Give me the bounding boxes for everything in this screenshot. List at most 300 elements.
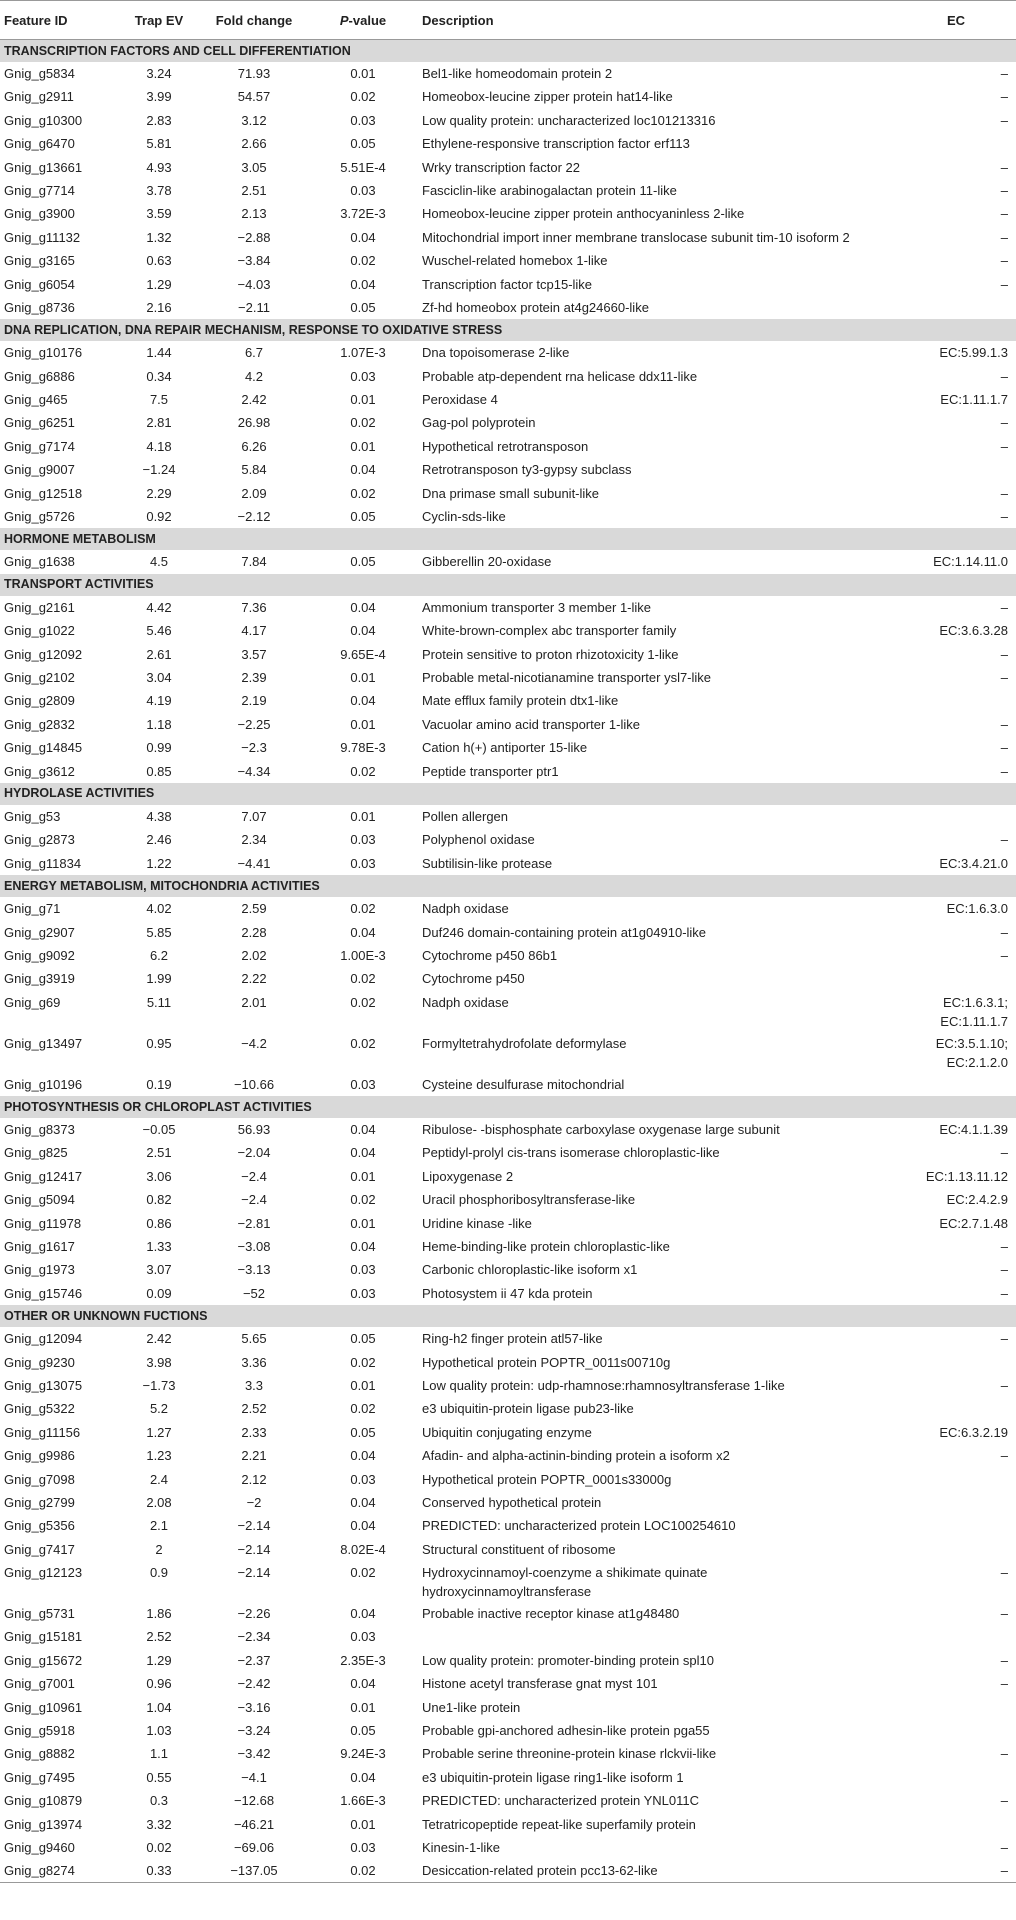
cell-trap-ev: 0.82 <box>146 1192 172 1208</box>
cell-description: Nadph oxidase <box>422 994 509 1010</box>
cell-fold-change: −2.42 <box>237 1676 271 1692</box>
cell-feature-id: Gnig_g2907 <box>4 924 75 940</box>
cell-description: Mate efflux family protein dtx1-like <box>422 693 619 709</box>
cell-p-value: 3.72E-3 <box>340 206 386 222</box>
cell-trap-ev: 6.2 <box>149 947 169 963</box>
cell-ec: EC:3.4.21.0 <box>939 855 1008 871</box>
cell-trap-ev: 2.4 <box>149 1471 169 1487</box>
cell-p-value: 0.04 <box>350 1145 376 1161</box>
cell-p-value: 0.03 <box>350 1285 376 1301</box>
cell-description: Cation h(+) antiporter 15-like <box>422 740 588 756</box>
cell-fold-change: −3.42 <box>237 1746 271 1762</box>
cell-description: Vacuolar amino acid transporter 1-like <box>422 716 640 732</box>
cell-trap-ev: 4.18 <box>146 438 172 454</box>
cell-feature-id: Gnig_g10300 <box>4 112 83 128</box>
cell-fold-change: −2.11 <box>238 299 270 315</box>
cell-fold-change: 2.13 <box>241 206 267 222</box>
cell-trap-ev: 1.23 <box>146 1448 172 1464</box>
cell-feature-id: Gnig_g10961 <box>4 1699 83 1715</box>
cell-p-value: 0.04 <box>350 924 376 940</box>
cell-description: Carbonic chloroplastic-like isoform x1 <box>422 1262 638 1278</box>
cell-description: Bel1-like homeodomain protein 2 <box>422 66 613 81</box>
table-row <box>0 179 1016 202</box>
cell-p-value: 0.04 <box>350 229 376 245</box>
table-row <box>0 1073 1016 1096</box>
cell-p-value: 0.04 <box>350 599 376 615</box>
cell-feature-id: Gnig_g15181 <box>4 1629 83 1645</box>
cell-p-value: 0.04 <box>350 1518 376 1534</box>
cell-description: Probable atp-dependent rna helicase ddx11-like <box>422 368 698 384</box>
cell-fold-change: 4.2 <box>244 368 264 384</box>
table-row <box>0 1421 1016 1444</box>
cell-trap-ev: 1.29 <box>146 276 172 292</box>
cell-trap-ev: 1.44 <box>146 345 172 361</box>
cell-ec: – <box>1000 1145 1008 1161</box>
cell-description: Polyphenol oxidase <box>422 832 535 848</box>
table-row <box>0 1696 1016 1719</box>
table-row <box>0 596 1016 619</box>
cell-ec: – <box>1000 1262 1008 1278</box>
cell-p-value: 0.01 <box>350 669 376 685</box>
table-row <box>0 1235 1016 1258</box>
cell-fold-change: 2.59 <box>241 901 267 917</box>
cell-trap-ev: 4.19 <box>146 693 172 709</box>
cell-ec: EC:1.13.11.12 <box>925 1168 1008 1184</box>
cell-fold-change: 2.01 <box>241 994 267 1010</box>
cell-fold-change: 5.65 <box>241 1331 267 1347</box>
cell-trap-ev: 2.1 <box>149 1518 169 1534</box>
cell-description: Probable metal-nicotianamine transporter ysl7-like <box>422 669 712 685</box>
cell-fold-change: 54.57 <box>237 89 271 105</box>
cell-feature-id: Gnig_g9986 <box>4 1448 75 1464</box>
table-row <box>0 341 1016 364</box>
cell-trap-ev: 0.63 <box>146 253 172 269</box>
section-header <box>0 875 1016 897</box>
cell-feature-id: Gnig_g1617 <box>4 1239 75 1255</box>
cell-description <box>418 1625 896 1648</box>
cell-ec: EC:1.11.1.7 <box>940 392 1008 408</box>
cell-fold-change: −2.04 <box>237 1145 271 1161</box>
cell-trap-ev: 1.22 <box>146 855 172 871</box>
cell-fold-change: −2.3 <box>241 740 267 756</box>
cell-description: Mitochondrial import inner membrane translocase subunit tim-10 isoform 2 <box>422 229 850 245</box>
header-description: Description <box>418 1 896 40</box>
section-header <box>0 1305 1016 1327</box>
cell-trap-ev: 0.34 <box>146 368 172 384</box>
table-row <box>0 805 1016 828</box>
cell-feature-id: Gnig_g15746 <box>4 1285 83 1301</box>
cell-fold-change: −137.05 <box>200 1859 308 1882</box>
cell-description: Peptidyl-prolyl cis-trans isomerase chloroplastic-like <box>422 1145 720 1161</box>
cell-ec: – <box>1000 832 1008 848</box>
cell-fold-change: −46.21 <box>233 1816 275 1832</box>
cell-ec: – <box>1000 509 1008 525</box>
cell-feature-id: Gnig_g5356 <box>4 1518 75 1534</box>
cell-description: Protein sensitive to proton rhizotoxicity 1-like <box>422 646 679 662</box>
cell-feature-id: Gnig_g15672 <box>4 1652 83 1668</box>
cell-feature-id: Gnig_g71 <box>4 901 61 917</box>
cell-p-value: 0.02 <box>350 1401 376 1417</box>
cell-fold-change: −3.16 <box>237 1699 271 1715</box>
cell-feature-id: Gnig_g5731 <box>4 1606 75 1622</box>
cell-ec <box>896 296 1016 319</box>
table-row <box>0 1212 1016 1235</box>
header-p-value: P-value <box>308 1 418 40</box>
cell-trap-ev: 0.9 <box>149 1565 169 1581</box>
cell-fold-change: 7.36 <box>241 599 267 615</box>
cell-fold-change: 2.42 <box>241 392 267 408</box>
cell-description: Cytochrome p450 <box>422 971 525 987</box>
cell-feature-id: Gnig_g10879 <box>4 1793 83 1809</box>
section-header <box>0 1096 1016 1118</box>
cell-description: Wuschel-related homebox 1-like <box>422 253 608 269</box>
cell-p-value: 1.07E-3 <box>340 345 386 361</box>
cell-description: Hydroxycinnamoyl-coenzyme a shikimate quinate hydroxycinnamoyltransferase <box>422 1565 708 1600</box>
cell-description: Structural constituent of ribosome <box>422 1541 616 1557</box>
table-row <box>0 1374 1016 1397</box>
cell-trap-ev: 4.02 <box>146 901 172 917</box>
cell-fold-change: −69.06 <box>233 1840 275 1855</box>
header-trap-ev: Trap EV <box>118 1 200 40</box>
cell-p-value: 0.01 <box>350 438 376 454</box>
cell-description: e3 ubiquitin-protein ligase pub23-like <box>422 1401 634 1417</box>
table-row <box>0 1561 1016 1602</box>
table-row <box>0 1141 1016 1164</box>
cell-fold-change: −2.14 <box>237 1518 271 1534</box>
table-row <box>0 1813 1016 1836</box>
cell-ec: – <box>1000 89 1008 105</box>
cell-fold-change: 2.02 <box>241 947 267 963</box>
cell-feature-id: Gnig_g7417 <box>4 1541 75 1557</box>
cell-feature-id: Gnig_g7174 <box>4 438 75 454</box>
cell-ec: EC:6.3.2.19 <box>939 1424 1008 1440</box>
cell-p-value: 0.01 <box>350 1699 376 1715</box>
cell-p-value: 0.04 <box>350 462 376 478</box>
section-title: ENERGY METABOLISM, MITOCHONDRIA ACTIVITIES <box>0 875 1016 897</box>
cell-fold-change: −12.68 <box>233 1793 275 1809</box>
cell-trap-ev: 1.27 <box>146 1424 172 1440</box>
cell-p-value: 0.01 <box>350 1816 376 1832</box>
cell-description: PREDICTED: uncharacterized protein YNL011C <box>422 1793 699 1809</box>
table-header <box>0 1 1016 40</box>
cell-trap-ev: 4.93 <box>146 159 172 175</box>
cell-trap-ev: 3.04 <box>146 669 172 685</box>
cell-ec: – <box>1000 1285 1008 1301</box>
table-row <box>0 1491 1016 1514</box>
cell-p-value: 0.04 <box>350 1606 376 1622</box>
cell-description: Homeobox-leucine zipper protein hat14-like <box>422 89 673 105</box>
cell-ec <box>896 1351 1016 1374</box>
cell-feature-id: Gnig_g2799 <box>4 1494 75 1510</box>
table-row <box>0 273 1016 296</box>
cell-fold-change: 2.22 <box>241 971 267 987</box>
section-title: TRANSPORT ACTIVITIES <box>0 574 1016 596</box>
cell-fold-change: 2.39 <box>241 669 267 685</box>
table-row <box>0 828 1016 851</box>
table-row <box>0 619 1016 642</box>
table-row <box>0 1165 1016 1188</box>
cell-fold-change: 56.93 <box>237 1122 271 1138</box>
cell-trap-ev: 1.29 <box>146 1652 172 1668</box>
cell-description: Pollen allergen <box>422 808 509 824</box>
cell-feature-id: Gnig_g11978 <box>4 1215 82 1231</box>
cell-ec: – <box>1000 646 1008 662</box>
cell-p-value: 0.03 <box>350 1471 376 1487</box>
cell-trap-ev: 4.42 <box>146 599 172 615</box>
cell-ec: EC:5.99.1.3 <box>939 345 1008 361</box>
section-title: TRANSCRIPTION FACTORS AND CELL DIFFERENTIATION <box>0 40 1016 63</box>
cell-fold-change: −2.26 <box>237 1606 271 1622</box>
cell-fold-change: 26.98 <box>237 415 271 431</box>
cell-description: Nadph oxidase <box>422 901 509 917</box>
cell-description: Peroxidase 4 <box>422 392 498 408</box>
table-row <box>0 550 1016 573</box>
cell-trap-ev: 4.38 <box>146 808 172 824</box>
cell-feature-id: Gnig_g12123 <box>4 1565 83 1581</box>
cell-description: Ubiquitin conjugating enzyme <box>422 1424 592 1440</box>
cell-ec: EC:4.1.1.39 <box>939 1122 1008 1138</box>
cell-description: Ammonium transporter 3 member 1-like <box>422 599 652 615</box>
cell-p-value: 0.04 <box>350 693 376 709</box>
table-row <box>0 1397 1016 1420</box>
cell-fold-change: −2.4 <box>241 1192 267 1208</box>
cell-feature-id: Gnig_g5918 <box>4 1723 75 1739</box>
cell-feature-id: Gnig_g9007 <box>4 462 75 478</box>
cell-ec <box>896 132 1016 155</box>
cell-p-value: 0.01 <box>350 808 376 824</box>
cell-p-value: 0.03 <box>350 1076 376 1092</box>
cell-feature-id: Gnig_g14845 <box>4 740 83 756</box>
cell-trap-ev: 0.92 <box>146 509 172 525</box>
table-row <box>0 1859 1016 1882</box>
section-header <box>0 319 1016 341</box>
cell-ec <box>896 1766 1016 1789</box>
cell-fold-change: −2.14 <box>237 1565 271 1581</box>
cell-feature-id: Gnig_g2161 <box>4 599 75 615</box>
cell-fold-change: 7.84 <box>241 554 267 570</box>
cell-fold-change: −4.34 <box>237 763 271 779</box>
cell-p-value: 0.02 <box>350 1354 376 1370</box>
cell-fold-change: 2.21 <box>241 1448 267 1464</box>
cell-description: Low quality protein: udp-rhamnose:rhamnosyltransferase 1-like <box>422 1377 785 1393</box>
section-title: HYDROLASE ACTIVITIES <box>0 783 1016 805</box>
cell-fold-change: −2 <box>246 1494 262 1510</box>
table-row <box>0 1444 1016 1467</box>
table-row <box>0 85 1016 108</box>
header-ec: EC <box>896 1 1016 40</box>
cell-fold-change: 5.84 <box>241 462 267 478</box>
cell-feature-id: Gnig_g11132 <box>4 229 81 245</box>
cell-description: Probable serine threonine-protein kinase rlckvii-like <box>422 1746 717 1762</box>
cell-feature-id: Gnig_g2832 <box>4 716 75 732</box>
cell-description: Hypothetical protein POPTR_0011s00710g <box>422 1354 671 1370</box>
cell-trap-ev: 5.81 <box>146 136 172 152</box>
cell-fold-change: 71.93 <box>237 66 271 81</box>
table-row <box>0 1282 1016 1305</box>
cell-feature-id: Gnig_g1973 <box>4 1262 75 1278</box>
cell-feature-id: Gnig_g3165 <box>4 253 75 269</box>
cell-feature-id: Gnig_g5726 <box>4 509 75 525</box>
cell-feature-id: Gnig_g12092 <box>4 646 83 662</box>
cell-feature-id: Gnig_g2102 <box>4 669 75 685</box>
cell-ec: – <box>1000 253 1008 269</box>
cell-ec: – <box>1000 206 1008 222</box>
cell-description: Hypothetical protein POPTR_0001s33000g <box>422 1471 672 1487</box>
cell-fold-change: 3.3 <box>244 1377 264 1393</box>
cell-fold-change: −2.14 <box>237 1541 271 1557</box>
cell-p-value: 2.35E-3 <box>340 1652 386 1668</box>
cell-trap-ev: 0.02 <box>146 1840 172 1855</box>
cell-feature-id: Gnig_g11834 <box>4 855 82 871</box>
cell-fold-change: −3.24 <box>237 1723 271 1739</box>
cell-description: Probable inactive receptor kinase at1g48480 <box>422 1606 680 1622</box>
cell-description: Cysteine desulfurase mitochondrial <box>422 1076 625 1092</box>
cell-p-value: 0.04 <box>350 1494 376 1510</box>
cell-p-value: 0.03 <box>350 182 376 198</box>
cell-feature-id: Gnig_g8274 <box>0 1859 118 1882</box>
cell-description: Dna primase small subunit-like <box>422 485 600 501</box>
table-row <box>0 1514 1016 1537</box>
cell-feature-id: Gnig_g53 <box>4 808 61 824</box>
cell-description: Heme-binding-like protein chloroplastic-like <box>422 1239 670 1255</box>
cell-description: Retrotransposon ty3-gypsy subclass <box>422 462 632 478</box>
cell-trap-ev: 2.52 <box>146 1629 172 1645</box>
table-row <box>0 944 1016 967</box>
cell-feature-id: Gnig_g1638 <box>4 554 75 570</box>
cell-trap-ev: 2.83 <box>146 112 172 128</box>
cell-trap-ev: 5.46 <box>146 623 172 639</box>
cell-description: Ethylene-responsive transcription factor erf113 <box>422 136 690 152</box>
cell-p-value: 0.01 <box>350 1168 376 1184</box>
header-feature-id: Feature ID <box>0 1 118 40</box>
cell-trap-ev: 2.29 <box>146 485 172 501</box>
cell-description: Hypothetical retrotransposon <box>422 438 589 454</box>
table-row <box>0 482 1016 505</box>
cell-trap-ev: 0.85 <box>146 763 172 779</box>
cell-description: Ring-h2 finger protein atl57-like <box>422 1331 603 1347</box>
cell-feature-id: Gnig_g9460 <box>4 1840 75 1855</box>
cell-description: Formyltetrahydrofolate deformylase <box>422 1035 627 1051</box>
cell-description: Wrky transcription factor 22 <box>422 159 580 175</box>
cell-trap-ev: 5.11 <box>146 994 172 1010</box>
cell-ec: – <box>1000 182 1008 198</box>
cell-description: Kinesin-1-like <box>422 1840 501 1855</box>
table-row <box>0 689 1016 712</box>
cell-p-value: 0.05 <box>350 554 376 570</box>
section-title: OTHER OR UNKNOWN FUCTIONS <box>0 1305 1016 1327</box>
cell-trap-ev: 1.04 <box>146 1699 172 1715</box>
cell-p-value: 0.05 <box>350 299 376 315</box>
table-row <box>0 62 1016 85</box>
cell-fold-change: 2.33 <box>241 1424 267 1440</box>
cell-fold-change: −2.12 <box>237 509 271 525</box>
cell-ec: EC:3.6.3.28 <box>939 623 1008 639</box>
cell-description: Gag-pol polyprotein <box>422 415 536 431</box>
section-title: DNA REPLICATION, DNA REPAIR MECHANISM, RESPONSE TO OXIDATIVE STRESS <box>0 319 1016 341</box>
table-row <box>0 1649 1016 1672</box>
cell-trap-ev: 2.46 <box>146 832 172 848</box>
table-row <box>0 411 1016 434</box>
cell-trap-ev: 0.86 <box>146 1215 172 1231</box>
cell-ec <box>896 1073 1016 1096</box>
cell-trap-ev: 3.98 <box>146 1354 172 1370</box>
cell-trap-ev: 3.59 <box>146 206 172 222</box>
cell-feature-id: Gnig_g13497 <box>4 1035 83 1051</box>
cell-ec: – <box>1000 669 1008 685</box>
cell-trap-ev: 0.09 <box>146 1285 172 1301</box>
cell-ec: – <box>1000 112 1008 128</box>
cell-trap-ev: 0.3 <box>149 1793 169 1809</box>
cell-p-value: 0.01 <box>350 716 376 732</box>
table-row <box>0 1625 1016 1648</box>
cell-trap-ev: 2.51 <box>146 1145 172 1161</box>
cell-ec: – <box>1000 438 1008 454</box>
table-row <box>0 921 1016 944</box>
cell-ec: – <box>1000 485 1008 501</box>
cell-feature-id: Gnig_g6470 <box>4 136 75 152</box>
cell-feature-id: Gnig_g6251 <box>4 415 75 431</box>
cell-p-value: 0.04 <box>350 623 376 639</box>
cell-trap-ev: −0.05 <box>142 1122 176 1138</box>
cell-trap-ev: 0.19 <box>146 1076 172 1092</box>
cell-feature-id: Gnig_g8373 <box>4 1122 75 1138</box>
cell-ec: – <box>1000 66 1008 81</box>
cell-ec <box>896 1696 1016 1719</box>
cell-feature-id: Gnig_g7098 <box>4 1471 75 1487</box>
cell-p-value: 1.66E-3 <box>340 1793 386 1809</box>
cell-description: Uridine kinase -like <box>422 1215 532 1231</box>
cell-trap-ev: −1.73 <box>142 1377 176 1393</box>
cell-p-value: 0.03 <box>350 368 376 384</box>
cell-description: Une1-like protein <box>422 1699 521 1715</box>
cell-trap-ev: 3.06 <box>146 1168 172 1184</box>
cell-fold-change: 4.17 <box>241 623 267 639</box>
cell-feature-id: Gnig_g12094 <box>4 1331 83 1347</box>
cell-fold-change: −3.13 <box>237 1262 271 1278</box>
cell-trap-ev: 2.61 <box>146 646 172 662</box>
table-row <box>0 1468 1016 1491</box>
section-title: PHOTOSYNTHESIS OR CHLOROPLAST ACTIVITIES <box>0 1096 1016 1118</box>
cell-description: Ribulose- -bisphosphate carboxylase oxygenase large subunit <box>422 1122 780 1138</box>
cell-ec: – <box>1000 1840 1008 1855</box>
table-row <box>0 852 1016 875</box>
cell-fold-change: 2.51 <box>241 182 267 198</box>
table-row <box>0 388 1016 411</box>
cell-fold-change: −3.84 <box>237 253 271 269</box>
cell-trap-ev: 1.32 <box>146 229 172 245</box>
cell-p-value: 0.04 <box>350 1448 376 1464</box>
cell-ec: – <box>1000 924 1008 940</box>
cell-description: Transcription factor tcp15-like <box>422 276 593 292</box>
cell-fold-change: 3.12 <box>241 112 267 128</box>
cell-p-value: 0.02 <box>350 1565 376 1581</box>
cell-ec: – <box>1000 599 1008 615</box>
cell-p-value: 0.03 <box>350 832 376 848</box>
table-row <box>0 1327 1016 1350</box>
cell-feature-id: Gnig_g9092 <box>4 947 75 963</box>
cell-ec <box>896 1625 1016 1648</box>
cell-trap-ev: 2.08 <box>146 1494 172 1510</box>
cell-p-value: 0.02 <box>350 994 376 1010</box>
cell-p-value: 9.24E-3 <box>340 1746 386 1762</box>
cell-ec: – <box>1000 415 1008 431</box>
cell-fold-change: −2.4 <box>241 1168 267 1184</box>
cell-p-value: 0.03 <box>350 1840 376 1855</box>
cell-description: Photosystem ii 47 kda protein <box>422 1285 593 1301</box>
cell-fold-change: 6.26 <box>241 438 267 454</box>
cell-feature-id: Gnig_g5322 <box>4 1401 75 1417</box>
cell-trap-ev: 3.24 <box>146 66 172 81</box>
